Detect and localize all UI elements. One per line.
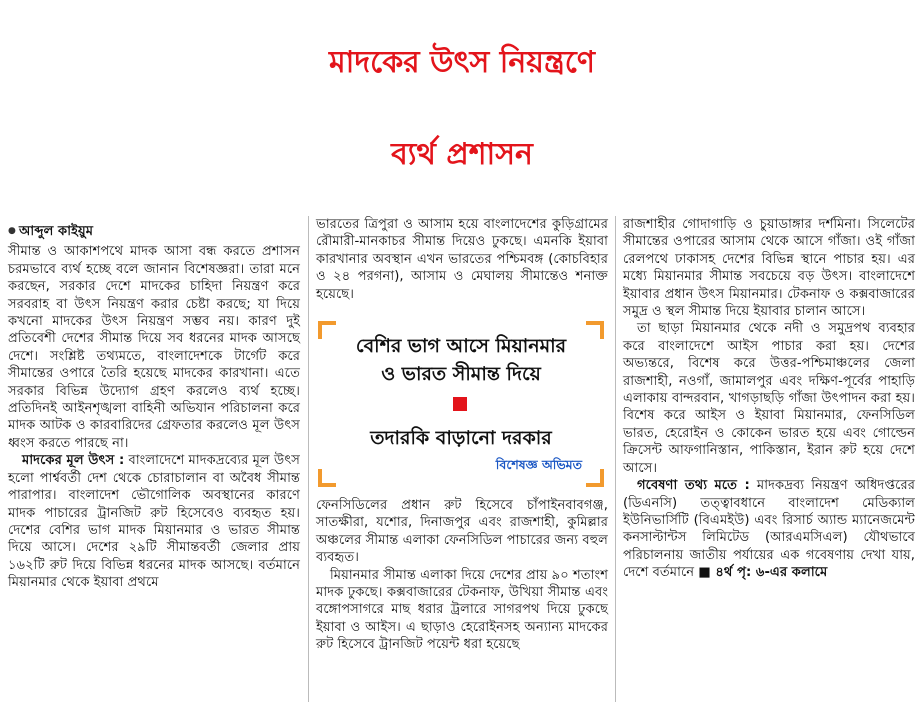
headline-line-2: ব্যর্থ প্রশাসন (391, 137, 533, 172)
article-column-2-bottom (316, 497, 608, 654)
paragraph-text: বাংলাদেশে মাদকদ্রব্যের মূল উৎস হলো পার্শ্ববর্তী দেশ থেকে চোরাচালান বা অবৈধ সীমান্ত পারাপার। বাংলাদেশ ভৌগোলিক অবস্থানের কারণে মাদক পাচারের ট্রানজিট রুট হিসেবেও ব্যবহৃত হয়। দেশের বেশির ভাগ মাদক মিয়ানমার ও ভারত সীমান্ত দিয়ে আসে। দেশের ২৯টি সীমান্তবর্তী জেলার প্রায় ১৬২টি রুট দিয়ে বিভিন্ন ধরনের মাদক আসছে। বর্তমানে মিয়ানমার থেকে ইয়াবা প্রথমে (8, 453, 300, 591)
paragraph: তা ছাড়া মিয়ানমার থেকে নদী ও সমুদ্রপথ ব্যবহার করে বাংলাদেশে আইস পাচার করা হয়। দেশের অভ্যন্তরে, বিশেষ করে উত্তর-পশ্চিমাঞ্চলের জেলা রাজশাহী, নওগাঁ, জামালপুর এবং দক্ষিণ-পূর্বের পাহাড়ি এলাকায় বান্দরবান, খাগড়াছড়ি গাঁজা উৎপাদন করা হয়। বিশেষ করে আইস ও ইয়াবা মিয়ানমার, ফেনসিডিল ভারত, হেরোইন ও কোকেন ভারত হয়ে এবং গোল্ডেন ক্রিসেন্ট আফগানিস্তান, পাকিস্তান, ইরান রুট হয়ে দেশে আসে। (623, 321, 915, 476)
subheading: মাদকের মূল উৎস : (22, 453, 125, 469)
subheading: গবেষণা তথ্য মতে : (637, 478, 750, 494)
red-square-separator (453, 397, 467, 411)
pull-quote-line-1: বেশির ভাগ আসে মিয়ানমার (355, 335, 567, 357)
paragraph: ফেনসিডিলের প্রধান রুট হিসেবে চাঁপাইনবাবগঞ্জ, সাতক্ষীরা, যশোর, দিনাজপুর এবং রাজশাহী, কুমিল্লার অঞ্চলের সীমান্ত এলাকা ফেনসিডিল পাচারের জন্য বহুল ব্যবহৃত। (316, 498, 608, 566)
headline-line-1: মাদকের উৎস নিয়ন্ত্রণে (329, 45, 595, 80)
pull-quote-source: বিশেষজ্ঞ অভিমত (495, 457, 582, 472)
pull-quote (318, 321, 604, 487)
paragraph: সীমান্ত ও আকাশপথে মাদক আসা বন্ধ করতে প্রশাসন চরমভাবে ব্যর্থ হচ্ছে বলে জানান বিশেষজ্ঞরা। তারা মনে করছেন, সরকার দেশে মাদকের চাহিদা নিয়ন্ত্রণ করে সরবরাহ বা উৎস নিয়ন্ত্রণ করার চেষ্টা করছে; যা দিয়ে কখনো মাদকের উৎস নিয়ন্ত্রণ সম্ভব নয়। কারণ দুই প্রতিবেশী দেশের সীমান্ত দিয়ে সব ধরনের মাদক আসছে দেশে। সংশ্লিষ্ট তথ্যমতে, বাংলাদেশকে টার্গেট করে সীমান্তের ওপারে তৈরি হয়েছে মাদকের কারখানা। এতে সরকার বিভিন্ন উদ্যোগ গ্রহণ করলেও ব্যর্থ হচ্ছে। প্রতিদিনই আইনশৃঙ্খলা বাহিনী অভিযান পরিচালনা করে মাদক আটক ও কারবারিদের গ্রেফতার করলেও মূল উৎস ধ্বংস করতে পারছে না। (8, 244, 300, 451)
column-divider (308, 216, 309, 702)
article-column-3 (623, 216, 915, 582)
paragraph (623, 477, 915, 581)
paragraph: রাজশাহীর গোদাগাড়ি ও চুয়াডাঙ্গার দর্শমিনা। সিলেটের সীমান্তের ওপারের আসাম থেকে আসে গাঁজা। ওই গাঁজা রেলপথে ঢাকাসহ দেশের বিভিন্ন স্থানে পাচার হয়। এর মধ্যে মিয়ানমার সীমান্ত সবচেয়ে বড় উৎস। বাংলাদেশে ইয়াবার প্রধান উৎস মিয়ানমার। টেকনাফ ও কক্সবাজারের সমুদ্র ও স্থল সীমান্ত দিয়ে ইয়াবার চালান আসে। (623, 217, 915, 320)
column-divider (615, 216, 616, 702)
paragraph: মিয়ানমার সীমান্ত এলাকা দিয়ে দেশের প্রায় ৯০ শতাংশ মাদক ঢুকছে। কক্সবাজারের টেকনাফ, উখিয়া সীমান্ত এবং বঙ্গোপসাগরে মাছ ধরার ট্রলারে সাগরপথ দিয়ে ঢুকছে ইয়াবা ও আইস। এ ছাড়াও হেরোইনসহ অন্যান্য মাদকের রুট হিসেবে ট্রানজিট পয়েন্ট ধরা হয়েছে (316, 567, 608, 653)
article-column-2-top (316, 216, 608, 303)
quote-corner (586, 469, 604, 487)
pull-quote-line-3: তদারকি বাড়ানো দরকার (370, 427, 552, 449)
continued-reference: ■ ৪র্থ পৃ: ৬-এর কলামে (698, 565, 828, 581)
paragraph-text: মাদকদ্রব্য নিয়ন্ত্রণ অধিদপ্তরের (ডিএনসি) তত্ত্বাবধানে বাংলাদেশ মেডিক্যাল ইউনিভার্সিটি (বিএমইউ) এবং রিসার্চ অ্যান্ড ম্যানেজমেন্ট কনসাল্টান্টস লিমিটেড (আরএমসিএল) যৌথভাবে পরিচালনায় জাতীয় পর্যায়ের এক গবেষণায় দেখা যায়, দেশে বর্তমানে (623, 478, 915, 581)
paragraph: ভারতের ত্রিপুরা ও আসাম হয়ে বাংলাদেশের কুড়িগ্রামের রৌমারী-মানকাচর সীমান্ত দিয়েও ঢুকছে। এমনকি ইয়াবা কারখানার অবস্থান এখন ভারতের পশ্চিমবঙ্গ (কোচবিহার ও ২৪ পরগনা), আসাম ও মেঘালয় সীমান্তেও শনাক্ত হয়েছে। (316, 217, 608, 302)
pull-quote-line-2: ও ভারত সীমান্ত দিয়ে (381, 363, 541, 385)
paragraph (8, 452, 300, 591)
quote-corner (318, 469, 336, 487)
article-column-1 (8, 223, 300, 592)
byline: ● আব্দুল কাইয়ুম (8, 223, 300, 240)
